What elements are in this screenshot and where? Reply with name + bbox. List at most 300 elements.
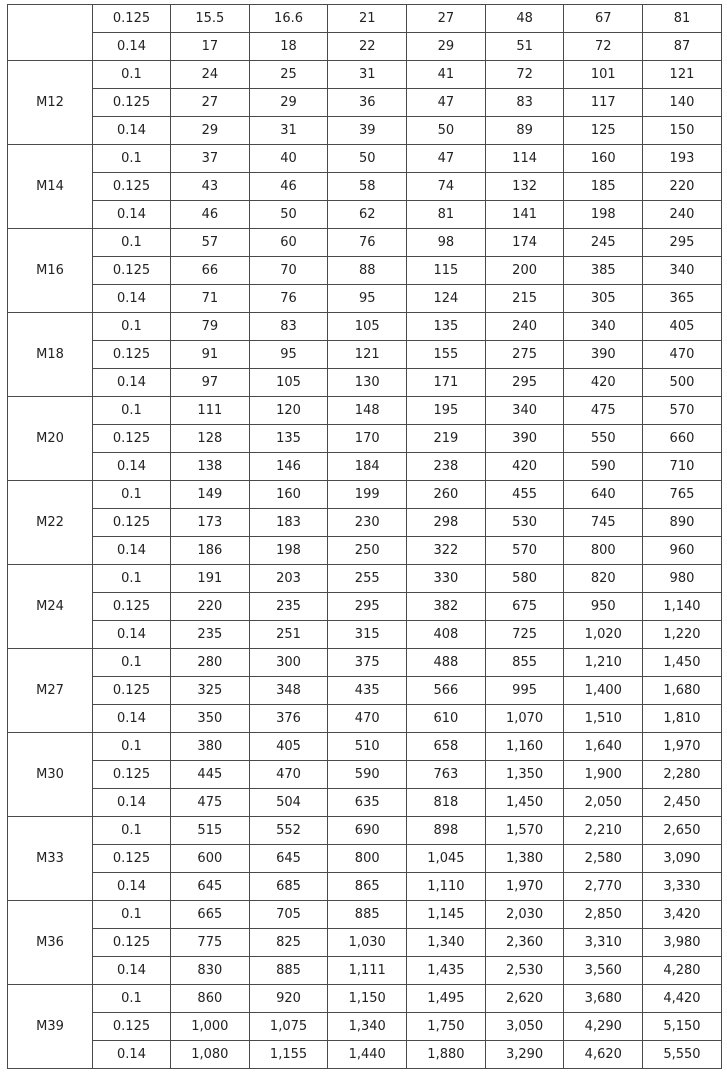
table-row (8, 229, 722, 257)
coefficient-cell: 0.125 (93, 257, 171, 285)
value-cell: 95 (328, 285, 407, 313)
value-cell: 117 (564, 89, 643, 117)
value-cell: 325 (171, 677, 250, 705)
value-cell: 70 (249, 257, 328, 285)
value-cell: 390 (564, 341, 643, 369)
value-cell: 1,380 (485, 845, 564, 873)
value-cell: 198 (249, 537, 328, 565)
value-cell: 50 (328, 145, 407, 173)
value-cell: 420 (485, 453, 564, 481)
value-cell: 445 (171, 761, 250, 789)
table-row (8, 201, 722, 229)
table-body (8, 5, 722, 1069)
value-cell: 455 (485, 481, 564, 509)
value-cell: 300 (249, 649, 328, 677)
value-cell: 18 (249, 33, 328, 61)
value-cell: 2,360 (485, 929, 564, 957)
value-cell: 1,510 (564, 705, 643, 733)
coefficient-cell: 0.14 (93, 957, 171, 985)
value-cell: 580 (485, 565, 564, 593)
value-cell: 710 (643, 453, 722, 481)
table-row (8, 5, 722, 33)
value-cell: 47 (407, 145, 486, 173)
value-cell: 79 (171, 313, 250, 341)
value-cell: 552 (249, 817, 328, 845)
value-cell: 382 (407, 593, 486, 621)
value-cell: 149 (171, 481, 250, 509)
value-cell: 245 (564, 229, 643, 257)
value-cell: 22 (328, 33, 407, 61)
table-row (8, 565, 722, 593)
value-cell: 1,570 (485, 817, 564, 845)
value-cell: 1,450 (643, 649, 722, 677)
table-row (8, 1041, 722, 1069)
value-cell: 128 (171, 425, 250, 453)
value-cell: 186 (171, 537, 250, 565)
value-cell: 47 (407, 89, 486, 117)
value-cell: 31 (249, 117, 328, 145)
value-cell: 29 (407, 33, 486, 61)
value-cell: 2,850 (564, 901, 643, 929)
value-cell: 16.6 (249, 5, 328, 33)
value-cell: 340 (643, 257, 722, 285)
value-cell: 66 (171, 257, 250, 285)
value-cell: 83 (485, 89, 564, 117)
value-cell: 376 (249, 705, 328, 733)
value-cell: 58 (328, 173, 407, 201)
value-cell: 200 (485, 257, 564, 285)
bolt-size-cell: M30 (8, 733, 93, 817)
value-cell: 191 (171, 565, 250, 593)
coefficient-cell: 0.1 (93, 985, 171, 1013)
value-cell: 690 (328, 817, 407, 845)
table-row (8, 425, 722, 453)
value-cell: 1,350 (485, 761, 564, 789)
value-cell: 105 (328, 313, 407, 341)
value-cell: 174 (485, 229, 564, 257)
coefficient-cell: 0.14 (93, 117, 171, 145)
value-cell: 645 (171, 873, 250, 901)
value-cell: 27 (407, 5, 486, 33)
value-cell: 665 (171, 901, 250, 929)
value-cell: 1,030 (328, 929, 407, 957)
value-cell: 250 (328, 537, 407, 565)
value-cell: 141 (485, 201, 564, 229)
value-cell: 220 (171, 593, 250, 621)
value-cell: 1,880 (407, 1041, 486, 1069)
value-cell: 510 (328, 733, 407, 761)
value-cell: 825 (249, 929, 328, 957)
value-cell: 2,530 (485, 957, 564, 985)
coefficient-cell: 0.14 (93, 33, 171, 61)
value-cell: 72 (485, 61, 564, 89)
value-cell: 348 (249, 677, 328, 705)
value-cell: 600 (171, 845, 250, 873)
coefficient-cell: 0.1 (93, 565, 171, 593)
table-row (8, 817, 722, 845)
value-cell: 160 (249, 481, 328, 509)
value-cell: 1,155 (249, 1041, 328, 1069)
table-row (8, 481, 722, 509)
value-cell: 184 (328, 453, 407, 481)
value-cell: 67 (564, 5, 643, 33)
value-cell: 1,400 (564, 677, 643, 705)
coefficient-cell: 0.1 (93, 145, 171, 173)
bolt-size-cell: M36 (8, 901, 93, 985)
coefficient-cell: 0.14 (93, 201, 171, 229)
coefficient-cell: 0.125 (93, 929, 171, 957)
value-cell: 1,220 (643, 621, 722, 649)
table-row (8, 929, 722, 957)
value-cell: 199 (328, 481, 407, 509)
table-row (8, 873, 722, 901)
value-cell: 950 (564, 593, 643, 621)
value-cell: 898 (407, 817, 486, 845)
value-cell: 3,560 (564, 957, 643, 985)
bolt-size-cell (8, 5, 93, 61)
value-cell: 500 (643, 369, 722, 397)
value-cell: 62 (328, 201, 407, 229)
value-cell: 48 (485, 5, 564, 33)
value-cell: 148 (328, 397, 407, 425)
value-cell: 775 (171, 929, 250, 957)
value-cell: 1,070 (485, 705, 564, 733)
value-cell: 27 (171, 89, 250, 117)
value-cell: 238 (407, 453, 486, 481)
value-cell: 3,090 (643, 845, 722, 873)
value-cell: 566 (407, 677, 486, 705)
table-row (8, 285, 722, 313)
coefficient-cell: 0.125 (93, 761, 171, 789)
value-cell: 155 (407, 341, 486, 369)
coefficient-cell: 0.1 (93, 649, 171, 677)
value-cell: 1,435 (407, 957, 486, 985)
value-cell: 725 (485, 621, 564, 649)
value-cell: 171 (407, 369, 486, 397)
table-row (8, 705, 722, 733)
value-cell: 4,290 (564, 1013, 643, 1041)
value-cell: 150 (643, 117, 722, 145)
value-cell: 2,210 (564, 817, 643, 845)
value-cell: 72 (564, 33, 643, 61)
coefficient-cell: 0.125 (93, 425, 171, 453)
value-cell: 3,420 (643, 901, 722, 929)
value-cell: 420 (564, 369, 643, 397)
value-cell: 1,810 (643, 705, 722, 733)
value-cell: 240 (643, 201, 722, 229)
value-cell: 91 (171, 341, 250, 369)
table-row (8, 117, 722, 145)
value-cell: 135 (407, 313, 486, 341)
value-cell: 475 (171, 789, 250, 817)
value-cell: 298 (407, 509, 486, 537)
value-cell: 322 (407, 537, 486, 565)
value-cell: 160 (564, 145, 643, 173)
value-cell: 138 (171, 453, 250, 481)
value-cell: 1,970 (485, 873, 564, 901)
value-cell: 15.5 (171, 5, 250, 33)
value-cell: 215 (485, 285, 564, 313)
value-cell: 1,110 (407, 873, 486, 901)
value-cell: 745 (564, 509, 643, 537)
value-cell: 50 (407, 117, 486, 145)
value-cell: 46 (249, 173, 328, 201)
table-row (8, 453, 722, 481)
value-cell: 385 (564, 257, 643, 285)
coefficient-cell: 0.1 (93, 229, 171, 257)
value-cell: 375 (328, 649, 407, 677)
value-cell: 57 (171, 229, 250, 257)
bolt-size-cell: M14 (8, 145, 93, 229)
coefficient-cell: 0.1 (93, 481, 171, 509)
value-cell: 660 (643, 425, 722, 453)
value-cell: 60 (249, 229, 328, 257)
value-cell: 570 (485, 537, 564, 565)
coefficient-cell: 0.14 (93, 873, 171, 901)
coefficient-cell: 0.125 (93, 845, 171, 873)
value-cell: 240 (485, 313, 564, 341)
value-cell: 1,900 (564, 761, 643, 789)
value-cell: 570 (643, 397, 722, 425)
value-cell: 390 (485, 425, 564, 453)
value-cell: 855 (485, 649, 564, 677)
value-cell: 470 (643, 341, 722, 369)
value-cell: 590 (328, 761, 407, 789)
value-cell: 97 (171, 369, 250, 397)
value-cell: 81 (407, 201, 486, 229)
table-row (8, 89, 722, 117)
table-row (8, 33, 722, 61)
value-cell: 17 (171, 33, 250, 61)
value-cell: 51 (485, 33, 564, 61)
value-cell: 198 (564, 201, 643, 229)
value-cell: 470 (249, 761, 328, 789)
value-cell: 635 (328, 789, 407, 817)
value-cell: 193 (643, 145, 722, 173)
value-cell: 1,340 (328, 1013, 407, 1041)
bolt-size-cell: M22 (8, 481, 93, 565)
value-cell: 305 (564, 285, 643, 313)
coefficient-cell: 0.125 (93, 89, 171, 117)
torque-table (7, 4, 722, 1069)
value-cell: 31 (328, 61, 407, 89)
value-cell: 890 (643, 509, 722, 537)
value-cell: 88 (328, 257, 407, 285)
value-cell: 820 (564, 565, 643, 593)
value-cell: 405 (643, 313, 722, 341)
table-row (8, 173, 722, 201)
coefficient-cell: 0.14 (93, 1041, 171, 1069)
value-cell: 763 (407, 761, 486, 789)
value-cell: 800 (328, 845, 407, 873)
value-cell: 610 (407, 705, 486, 733)
coefficient-cell: 0.125 (93, 173, 171, 201)
value-cell: 4,280 (643, 957, 722, 985)
table-row (8, 901, 722, 929)
coefficient-cell: 0.1 (93, 313, 171, 341)
value-cell: 2,650 (643, 817, 722, 845)
value-cell: 865 (328, 873, 407, 901)
value-cell: 101 (564, 61, 643, 89)
coefficient-cell: 0.1 (93, 397, 171, 425)
value-cell: 1,160 (485, 733, 564, 761)
value-cell: 235 (171, 621, 250, 649)
value-cell: 590 (564, 453, 643, 481)
value-cell: 89 (485, 117, 564, 145)
value-cell: 340 (564, 313, 643, 341)
table-row (8, 621, 722, 649)
bolt-size-cell: M33 (8, 817, 93, 901)
value-cell: 219 (407, 425, 486, 453)
value-cell: 50 (249, 201, 328, 229)
value-cell: 1,111 (328, 957, 407, 985)
coefficient-cell: 0.125 (93, 5, 171, 33)
table-row (8, 145, 722, 173)
value-cell: 995 (485, 677, 564, 705)
value-cell: 295 (643, 229, 722, 257)
value-cell: 4,620 (564, 1041, 643, 1069)
value-cell: 183 (249, 509, 328, 537)
value-cell: 885 (328, 901, 407, 929)
table-row (8, 593, 722, 621)
table-row (8, 733, 722, 761)
value-cell: 21 (328, 5, 407, 33)
value-cell: 98 (407, 229, 486, 257)
value-cell: 41 (407, 61, 486, 89)
table-row (8, 509, 722, 537)
value-cell: 185 (564, 173, 643, 201)
value-cell: 1,210 (564, 649, 643, 677)
table-row (8, 369, 722, 397)
value-cell: 960 (643, 537, 722, 565)
table-row (8, 61, 722, 89)
value-cell: 203 (249, 565, 328, 593)
value-cell: 29 (171, 117, 250, 145)
bolt-size-cell: M27 (8, 649, 93, 733)
value-cell: 2,030 (485, 901, 564, 929)
value-cell: 475 (564, 397, 643, 425)
value-cell: 1,075 (249, 1013, 328, 1041)
coefficient-cell: 0.14 (93, 285, 171, 313)
value-cell: 195 (407, 397, 486, 425)
value-cell: 530 (485, 509, 564, 537)
value-cell: 1,750 (407, 1013, 486, 1041)
table-row (8, 397, 722, 425)
value-cell: 130 (328, 369, 407, 397)
coefficient-cell: 0.1 (93, 733, 171, 761)
value-cell: 658 (407, 733, 486, 761)
value-cell: 1,440 (328, 1041, 407, 1069)
value-cell: 515 (171, 817, 250, 845)
table-row (8, 341, 722, 369)
value-cell: 230 (328, 509, 407, 537)
value-cell: 800 (564, 537, 643, 565)
value-cell: 1,045 (407, 845, 486, 873)
value-cell: 4,420 (643, 985, 722, 1013)
coefficient-cell: 0.1 (93, 901, 171, 929)
value-cell: 2,580 (564, 845, 643, 873)
bolt-size-cell: M20 (8, 397, 93, 481)
coefficient-cell: 0.125 (93, 341, 171, 369)
value-cell: 121 (643, 61, 722, 89)
value-cell: 885 (249, 957, 328, 985)
value-cell: 2,280 (643, 761, 722, 789)
table-row (8, 313, 722, 341)
value-cell: 235 (249, 593, 328, 621)
value-cell: 504 (249, 789, 328, 817)
value-cell: 251 (249, 621, 328, 649)
value-cell: 170 (328, 425, 407, 453)
value-cell: 1,020 (564, 621, 643, 649)
value-cell: 380 (171, 733, 250, 761)
value-cell: 121 (328, 341, 407, 369)
value-cell: 114 (485, 145, 564, 173)
table-row (8, 761, 722, 789)
coefficient-cell: 0.14 (93, 789, 171, 817)
value-cell: 95 (249, 341, 328, 369)
coefficient-cell: 0.14 (93, 621, 171, 649)
value-cell: 24 (171, 61, 250, 89)
coefficient-cell: 0.14 (93, 453, 171, 481)
value-cell: 3,310 (564, 929, 643, 957)
table-row (8, 957, 722, 985)
value-cell: 43 (171, 173, 250, 201)
table-row (8, 789, 722, 817)
value-cell: 488 (407, 649, 486, 677)
value-cell: 765 (643, 481, 722, 509)
bolt-size-cell: M12 (8, 61, 93, 145)
value-cell: 830 (171, 957, 250, 985)
value-cell: 470 (328, 705, 407, 733)
coefficient-cell: 0.14 (93, 537, 171, 565)
value-cell: 3,980 (643, 929, 722, 957)
value-cell: 3,290 (485, 1041, 564, 1069)
value-cell: 1,145 (407, 901, 486, 929)
value-cell: 46 (171, 201, 250, 229)
value-cell: 435 (328, 677, 407, 705)
value-cell: 39 (328, 117, 407, 145)
value-cell: 920 (249, 985, 328, 1013)
value-cell: 818 (407, 789, 486, 817)
table-row (8, 845, 722, 873)
value-cell: 2,620 (485, 985, 564, 1013)
value-cell: 260 (407, 481, 486, 509)
value-cell: 1,640 (564, 733, 643, 761)
coefficient-cell: 0.14 (93, 705, 171, 733)
value-cell: 1,340 (407, 929, 486, 957)
table-container (7, 4, 722, 1069)
value-cell: 1,140 (643, 593, 722, 621)
value-cell: 295 (328, 593, 407, 621)
value-cell: 2,050 (564, 789, 643, 817)
value-cell: 350 (171, 705, 250, 733)
value-cell: 255 (328, 565, 407, 593)
value-cell: 1,970 (643, 733, 722, 761)
coefficient-cell: 0.1 (93, 817, 171, 845)
coefficient-cell: 0.125 (93, 1013, 171, 1041)
coefficient-cell: 0.125 (93, 593, 171, 621)
value-cell: 1,080 (171, 1041, 250, 1069)
value-cell: 2,450 (643, 789, 722, 817)
value-cell: 71 (171, 285, 250, 313)
value-cell: 76 (328, 229, 407, 257)
value-cell: 74 (407, 173, 486, 201)
value-cell: 3,330 (643, 873, 722, 901)
value-cell: 3,680 (564, 985, 643, 1013)
value-cell: 330 (407, 565, 486, 593)
value-cell: 980 (643, 565, 722, 593)
value-cell: 146 (249, 453, 328, 481)
